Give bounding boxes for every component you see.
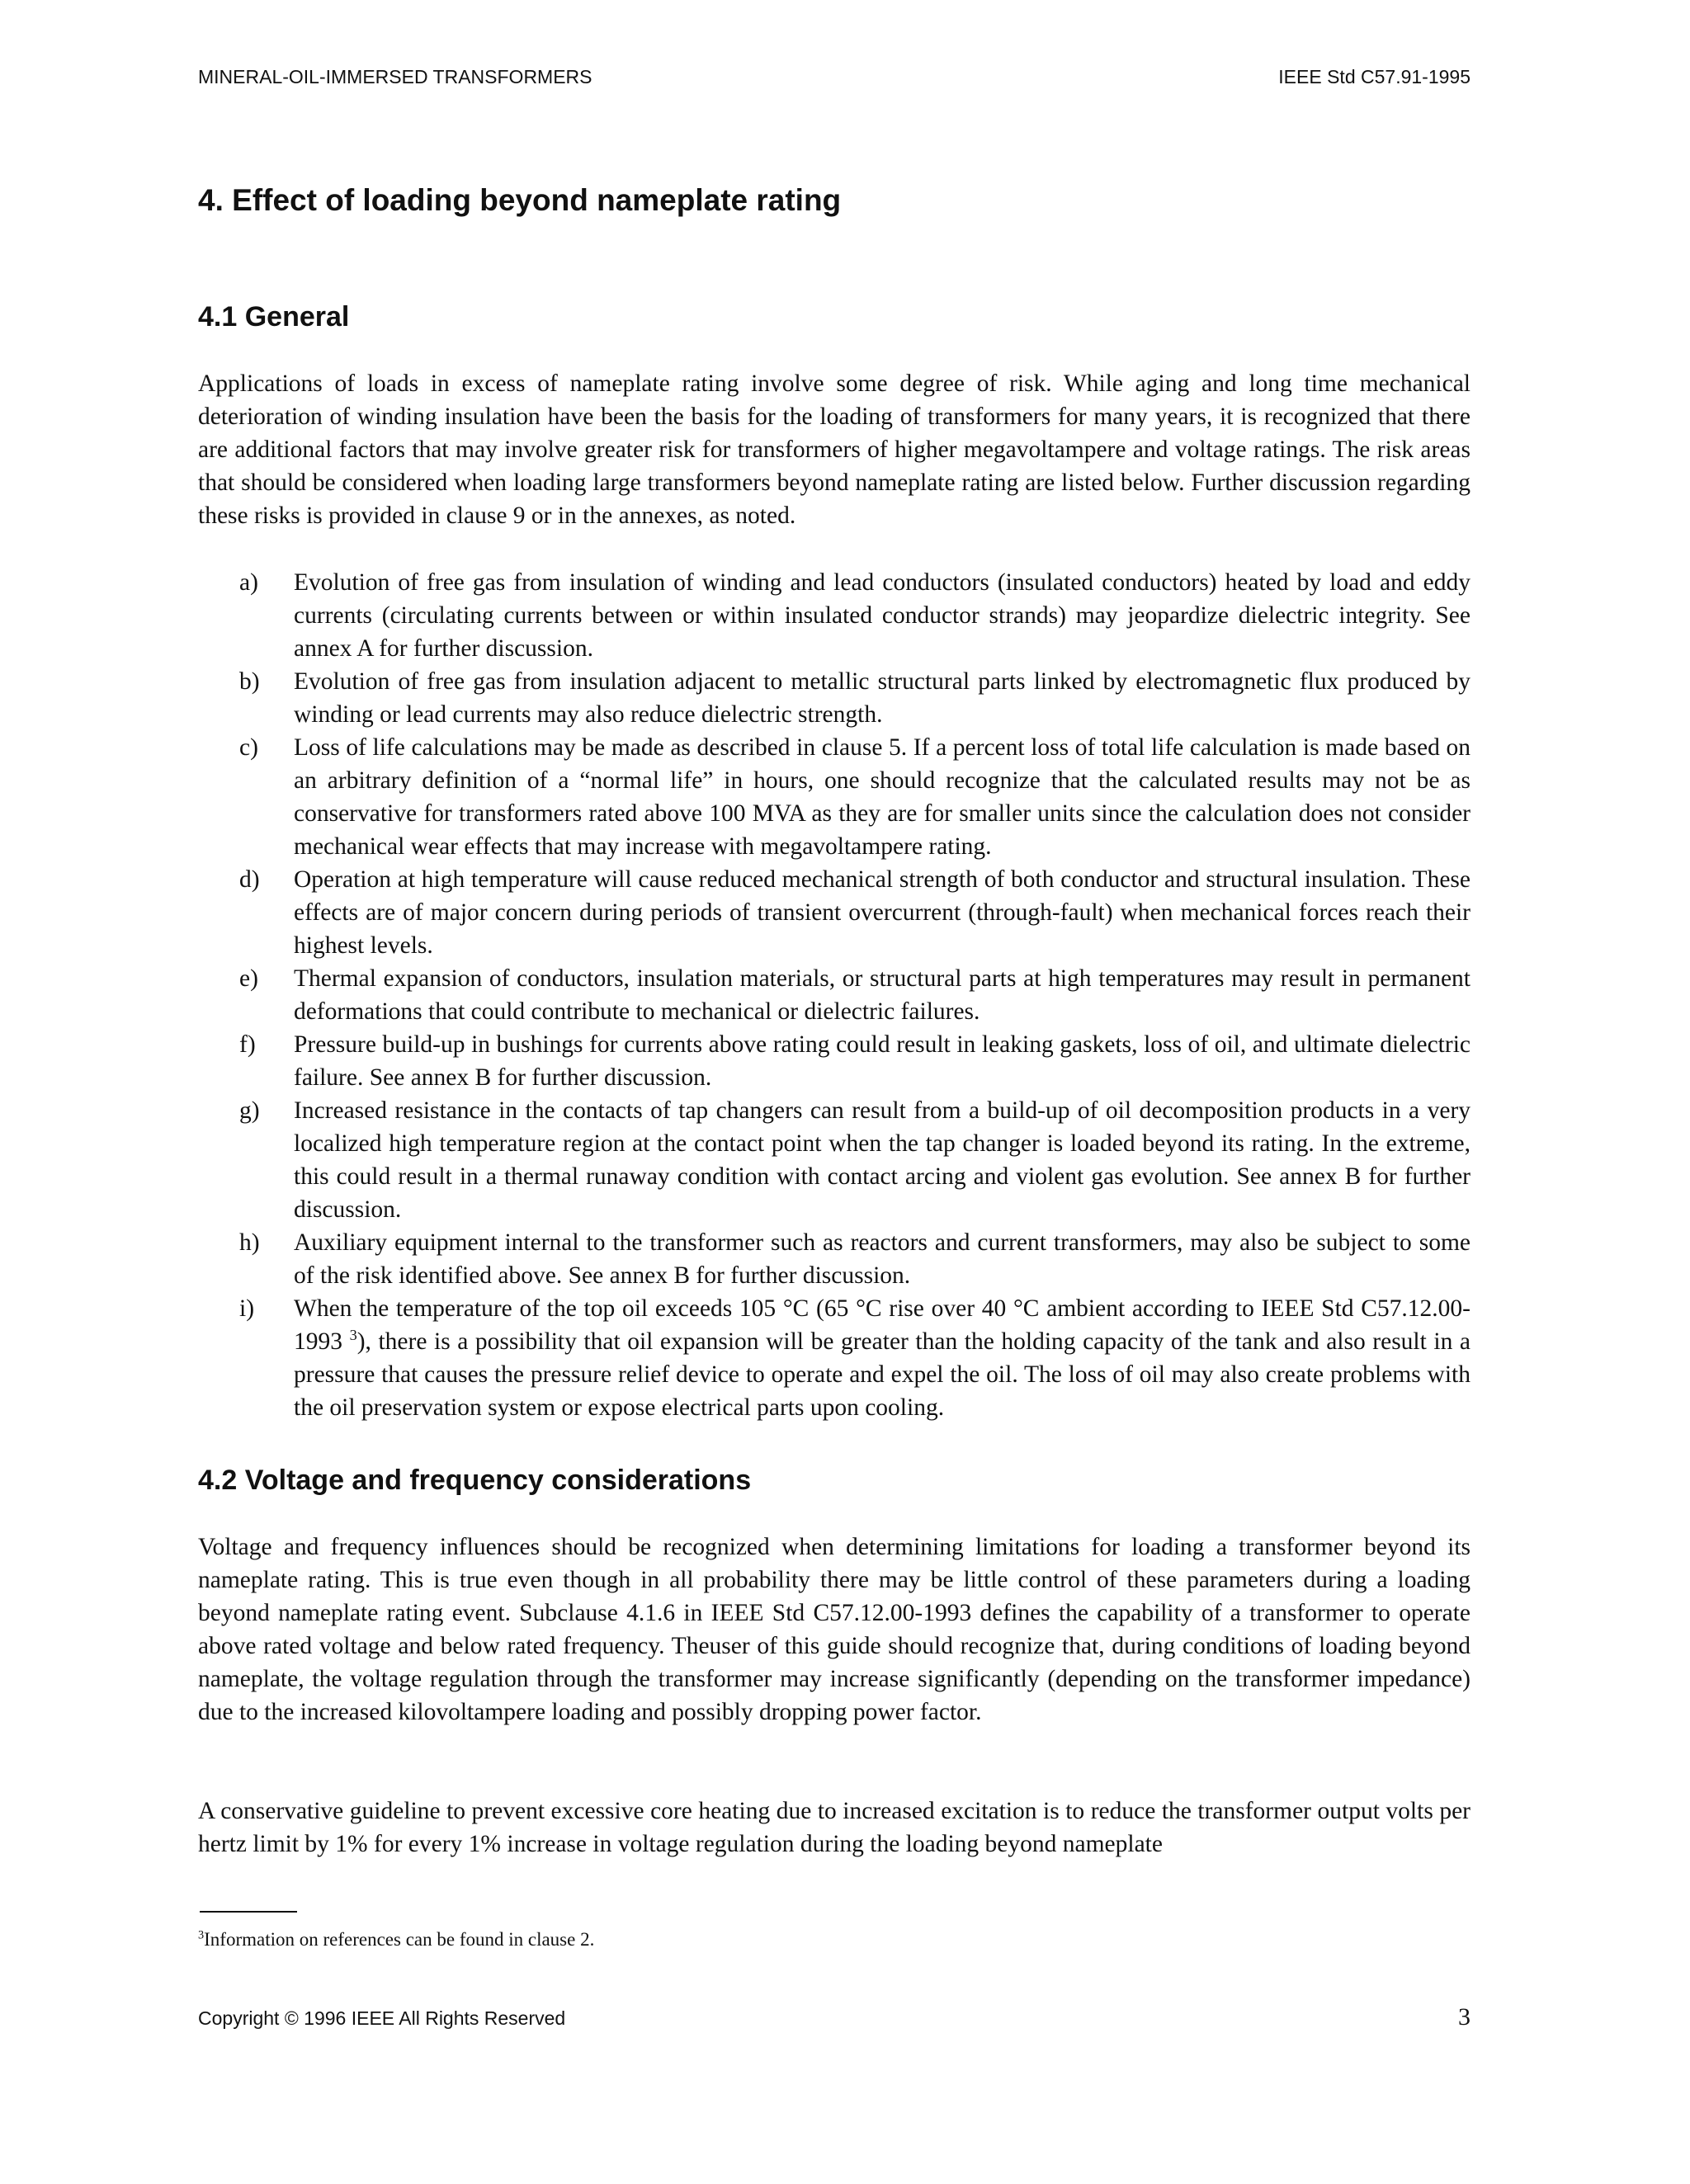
footnote-number: 3	[198, 1928, 205, 1942]
list-item-text: Pressure build-up in bushings for currents above rating could result in leaking gaskets, loss of oil, and ultimate dielectric failure. See annex B for further discussion.	[294, 1031, 1470, 1091]
header-standard-id: IEEE Std C57.91-1995	[1278, 66, 1470, 87]
list-item	[198, 1226, 1470, 1292]
list-item	[198, 566, 1470, 665]
list-marker: g)	[239, 1097, 260, 1124]
footnote-text: Information on references can be found in clause 2.	[204, 1929, 595, 1950]
list-marker: h)	[239, 1229, 260, 1256]
document-page	[198, 0, 1470, 2184]
list-item	[198, 962, 1470, 1028]
footnote-reference: 3	[349, 1327, 357, 1344]
section-title: 4. Effect of loading beyond nameplate rating	[198, 183, 842, 217]
list-marker: e)	[239, 965, 258, 992]
footnote-divider	[200, 1911, 297, 1913]
list-item	[198, 1028, 1470, 1094]
page-number: 3	[1458, 2003, 1470, 2031]
list-item-text: Thermal expansion of conductors, insulation materials, or structural parts at high temperatures may result in permanent deformations that could contribute to mechanical or dielectric failures.	[294, 965, 1470, 1025]
list-marker: d)	[239, 866, 260, 893]
list-item	[198, 1094, 1470, 1226]
list-marker: f)	[239, 1031, 256, 1058]
general-paragraph: Applications of loads in excess of nameplate rating involve some degree of risk. While aging and long time mechanical deterioration of winding insulation have been the basis for the loading of transformers for many years, it is recognized that there are additional factors that may involve greater risk for transformers of higher megavoltampere and voltage ratings. The risk areas that should be considered when loading large transformers beyond nameplate rating are listed below. Further discussion regarding these risks is provided in clause 9 or in the annexes, as noted.	[198, 370, 1470, 529]
subsection-heading-general: 4.1 General	[198, 301, 350, 333]
running-header	[198, 66, 1470, 88]
list-item-text: Loss of life calculations may be made as described in clause 5. If a percent loss of total life calculation is made based on an arbitrary definition of a “normal life” in hours, one should recognize that the calculated results may not be as conservative for transformers rated above 100 MVA as they are for smaller units since the calculation does not consider mechanical wear effects that may increase with megavoltampere rating.	[294, 734, 1470, 860]
list-item	[198, 863, 1470, 962]
running-footer	[198, 2003, 1470, 2031]
header-title: MINERAL-OIL-IMMERSED TRANSFORMERS	[198, 66, 592, 87]
voltage-paragraph-1: Voltage and frequency influences should be recognized when determining limitations for loading a transformer beyond its nameplate rating. This is true even though in all probability there may be little control of these parameters during a loading beyond nameplate rating event. Subclause 4.1.6 in IEEE Std C57.12.00-1993 defines the capability of a transformer to operate above rated voltage and below rated frequency. Theuser of this guide should recognize that, during conditions of loading beyond nameplate, the voltage regulation through the transformer may increase significantly (depending on the transformer impedance) due to the increased kilovoltampere loading and possibly dropping power factor.	[198, 1534, 1470, 1725]
risk-list	[198, 566, 1470, 1424]
voltage-paragraph-2: A conservative guideline to prevent excessive core heating due to increased excitation is to reduce the transformer output volts per hertz limit by 1% for every 1% increase in voltage regulation during the loading beyond nameplate	[198, 1798, 1470, 1857]
list-marker: c)	[239, 734, 258, 761]
list-item	[198, 665, 1470, 731]
list-marker: i)	[239, 1295, 255, 1322]
list-item-text: Operation at high temperature will cause reduced mechanical strength of both conductor and structural insulation. These effects are of major concern during periods of transient overcurrent (through-fault) when mechanical forces reach their highest levels.	[294, 866, 1470, 959]
list-marker: b)	[239, 668, 260, 695]
list-item-text-before: When the temperature of the top oil exceeds 105 °C (65 °C rise over 40 °C ambient according to IEEE Std C57.12.00-1993	[294, 1295, 1470, 1355]
list-item-text: Evolution of free gas from insulation of winding and lead conductors (insulated conductors) heated by load and eddy currents (circulating currents between or within insulated conductor strands) may jeopardize dielectric integrity. See annex A for further discussion.	[294, 569, 1470, 662]
list-item-text: Auxiliary equipment internal to the transformer such as reactors and current transformers, may also be subject to some of the risk identified above. See annex B for further discussion.	[294, 1229, 1470, 1289]
list-item	[198, 1292, 1470, 1424]
subsection-heading-voltage: 4.2 Voltage and frequency considerations	[198, 1465, 752, 1496]
list-item-text: Increased resistance in the contacts of tap changers can result from a build-up of oil decomposition products in a very localized high temperature region at the contact point when the tap changer is loaded beyond its rating. In the extreme, this could result in a thermal runaway condition with contact arcing and violent gas evolution. See annex B for further discussion.	[294, 1097, 1470, 1223]
list-item-text-after: ), there is a possibility that oil expansion will be greater than the holding capacity of the tank and also result in a pressure that causes the pressure relief device to operate and expel the oil. The loss of oil may also create problems with the oil preservation system or expose electrical parts upon cooling.	[294, 1328, 1470, 1421]
footnote	[198, 1929, 594, 1951]
list-item-text: Evolution of free gas from insulation adjacent to metallic structural parts linked by electromagnetic flux produced by winding or lead currents may also reduce dielectric strength.	[294, 668, 1470, 728]
list-marker: a)	[239, 569, 258, 596]
list-item	[198, 731, 1470, 863]
copyright-notice: Copyright © 1996 IEEE All Rights Reserved	[198, 2007, 566, 2029]
